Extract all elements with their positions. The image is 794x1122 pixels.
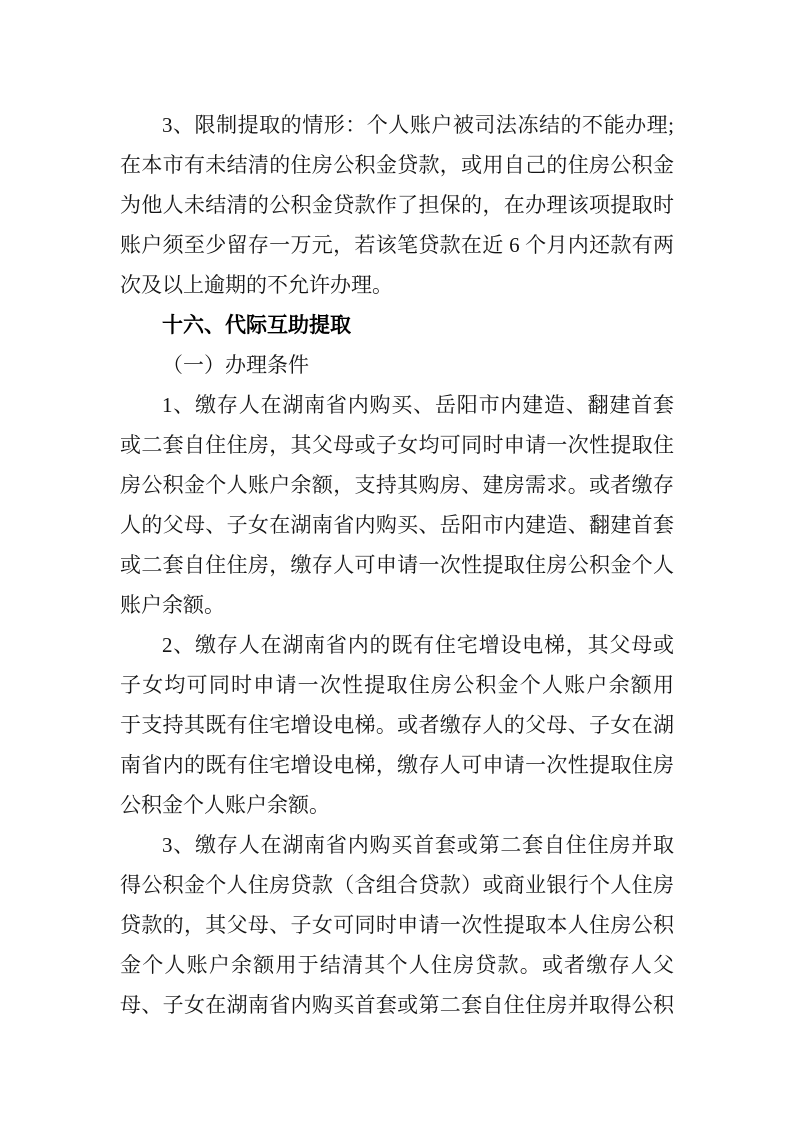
paragraph-condition-3-line-4: 金个人账户余额用于结清其个人住房贷款。或者缴存人父 [120,953,674,977]
paragraph-condition-2-line-3: 于支持其既有住宅增设电梯。或者缴存人的父母、子女在湖 [120,713,674,737]
section-heading-16 [120,305,674,345]
paragraph-condition-1-line-1: 1、缴存人在湖南省内购买、岳阳市内建造、翻建首套 [162,393,674,417]
paragraph-condition-1 [120,385,674,625]
paragraph-condition-2-line-5: 公积金个人账户余额。 [120,793,330,817]
paragraph-condition-3-line-3: 贷款的，其父母、子女可同时申请一次性提取本人住房公积 [120,913,674,937]
document-content [120,105,674,1025]
paragraph-restricted-withdrawal-line-1: 3、限制提取的情形：个人账户被司法冻结的不能办理; [162,113,674,137]
paragraph-condition-3 [120,825,674,1025]
paragraph-condition-1-line-4: 人的父母、子女在湖南省内购买、岳阳市内建造、翻建首套 [120,513,674,537]
paragraph-condition-2-line-2: 子女均可同时申请一次性提取住房公积金个人账户余额用 [120,673,674,697]
paragraph-condition-3-line-2: 得公积金个人住房贷款（含组合贷款）或商业银行个人住房 [120,873,674,897]
paragraph-restricted-withdrawal-line-5: 次及以上逾期的不允许办理。 [120,273,393,297]
paragraph-condition-1-line-5: 或二套自住住房，缴存人可申请一次性提取住房公积金个人 [120,553,674,577]
subsection-heading-conditions [120,345,674,385]
paragraph-condition-2-line-4: 南省内的既有住宅增设电梯，缴存人可申请一次性提取住房 [120,753,674,777]
paragraph-condition-2 [120,625,674,825]
paragraph-condition-2-line-1: 2、缴存人在湖南省内的既有住宅增设电梯，其父母或 [162,633,674,657]
paragraph-condition-1-line-3: 房公积金个人账户余额，支持其购房、建房需求。或者缴存 [120,473,674,497]
paragraph-condition-3-line-5: 母、子女在湖南省内购买首套或第二套自住住房并取得公积 [120,993,674,1017]
paragraph-restricted-withdrawal [120,105,674,305]
paragraph-restricted-withdrawal-line-2: 在本市有未结清的住房公积金贷款，或用自己的住房公积金 [120,153,674,177]
subsection-heading-conditions-line-1: （一）办理条件 [162,353,309,377]
paragraph-condition-1-line-6: 账户余额。 [120,593,225,617]
section-heading-16-line-1: 十六、代际互助提取 [162,313,351,337]
paragraph-restricted-withdrawal-line-3: 为他人未结清的公积金贷款作了担保的，在办理该项提取时 [120,193,674,217]
paragraph-restricted-withdrawal-line-4: 账户须至少留存一万元，若该笔贷款在近 6 个月内还款有两 [120,233,674,257]
paragraph-condition-1-line-2: 或二套自住住房，其父母或子女均可同时申请一次性提取住 [120,433,674,457]
paragraph-condition-3-line-1: 3、缴存人在湖南省内购买首套或第二套自住住房并取 [162,833,674,857]
